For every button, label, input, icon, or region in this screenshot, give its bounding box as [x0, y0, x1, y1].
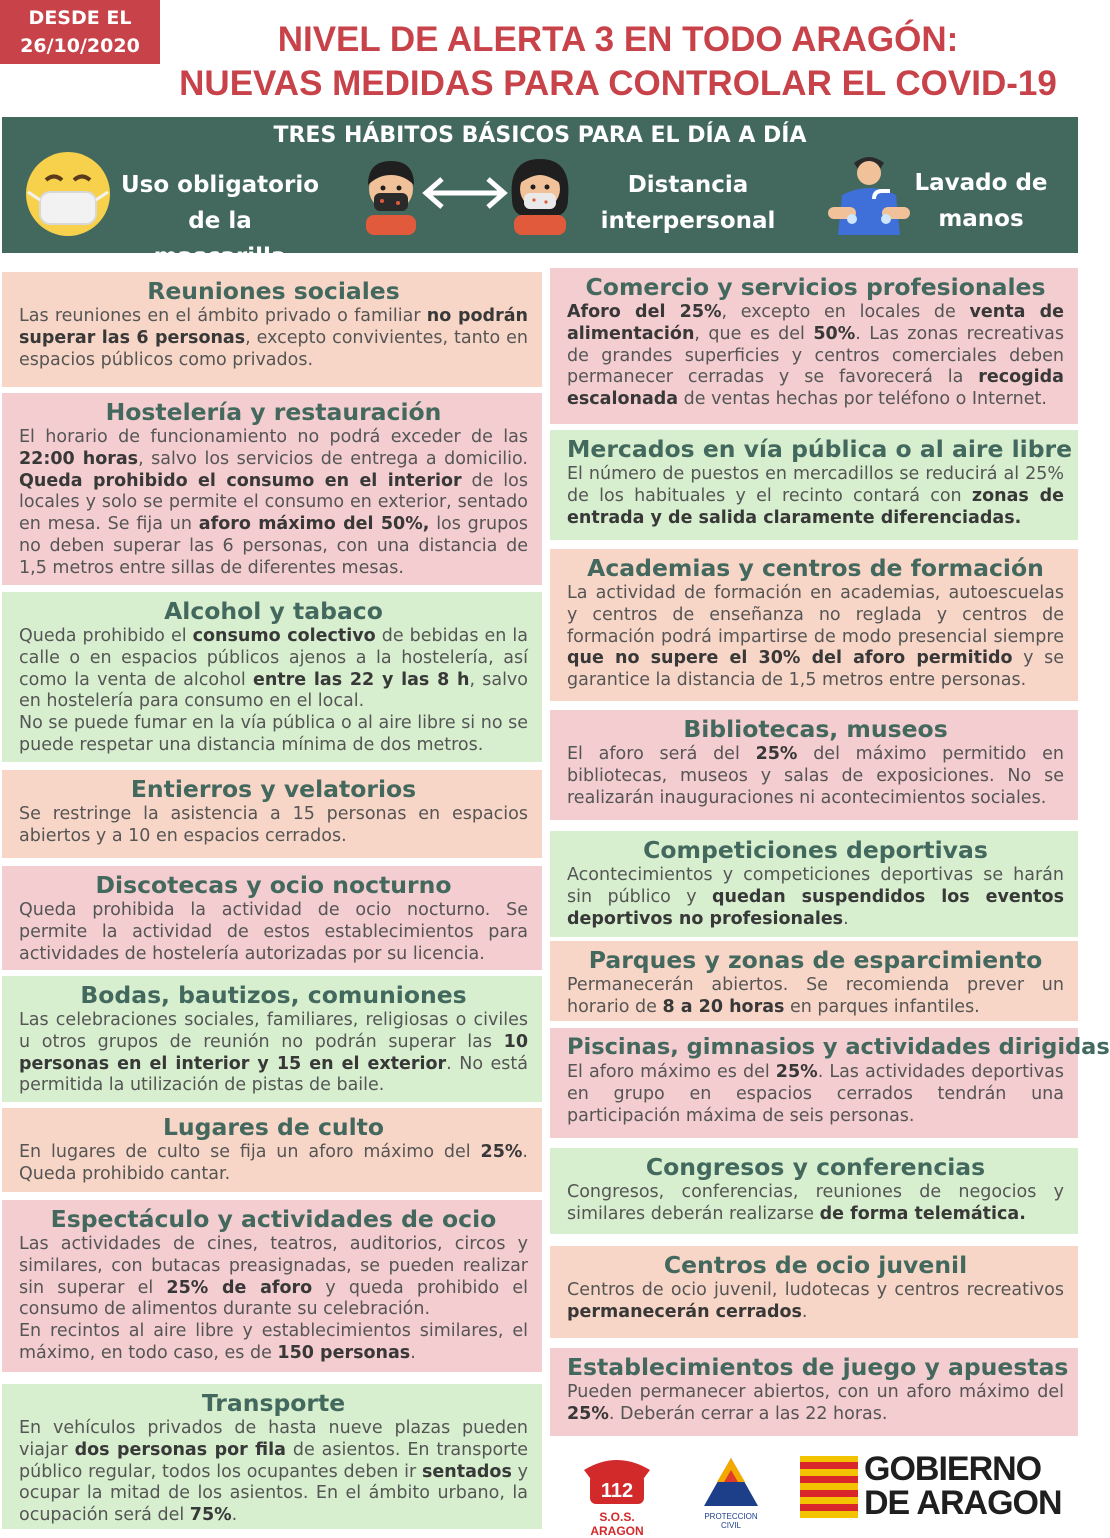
body-run: En recintos al aire libre y establecimientos similares, el máximo, en todo caso, es de [19, 1321, 528, 1363]
card-mercados [550, 430, 1078, 540]
sos-aragon-logo [572, 1452, 662, 1538]
phone-112-icon [572, 1452, 662, 1506]
body-bold-run: 25% [775, 1062, 818, 1082]
body-bold-run: no podrán superar las 6 personas [19, 306, 528, 348]
body-run: . No está permitida la utilización de pistas de baile. [19, 1053, 528, 1096]
body-run: El aforo será del [567, 744, 756, 764]
body-bold-run: recogida escalonada [567, 367, 1064, 410]
body-run: Congresos, conferencias, reuniones de negocios y similares deberán realizarse [567, 1182, 1064, 1224]
card-body [19, 626, 528, 757]
body-run: Queda prohibido el [19, 626, 193, 646]
habit-mask-line1: Uso obligatorio [120, 172, 319, 198]
card-body [567, 744, 1064, 809]
card-title: Establecimientos de juego y apuestas [567, 1353, 1069, 1381]
pc-label: PROTECCION CIVIL [704, 1512, 758, 1530]
body-bold-run: zonas de entrada y de salida claramente diferenciadas. [567, 485, 1064, 528]
gov-line2: DE ARAGON [864, 1484, 1062, 1522]
card-body [19, 804, 528, 848]
card-title: Competiciones deportivas [643, 836, 988, 864]
date-badge [0, 0, 160, 64]
page-title-line2: NUEVAS MEDIDAS PARA CONTROLAR EL COVID-19 [179, 64, 1057, 103]
body-run: , salvo los servicios de entrega a domicilio. [138, 448, 528, 469]
habits-banner [2, 117, 1078, 270]
body-run: , excepto convivientes, tanto en espacios públicos como privados. [19, 327, 529, 370]
body-run: Las celebraciones sociales, familiares, religiosas o civiles u otros grupos de reunión no podrán superar las [19, 1010, 528, 1052]
card-parques [550, 941, 1078, 1021]
double-arrow-icon [422, 175, 508, 211]
card-body [567, 1382, 1064, 1426]
card-title: Congresos y conferencias [645, 1153, 986, 1181]
card-body [19, 427, 528, 580]
card-body [19, 1010, 528, 1097]
card-title: Hostelería y restauración [105, 398, 442, 426]
body-bold-run: 10 personas en el interior y 15 en el exterior [19, 1031, 528, 1074]
card-title: Transporte [201, 1389, 346, 1417]
habit-mask-line2: de la mascarilla [153, 208, 287, 270]
body-run: . Las actividades deportivas en grupo en espacios cerrados tendrán una participación máxima de seis personas. [567, 1062, 1064, 1126]
aragon-flag-icon [800, 1456, 858, 1518]
card-body [567, 583, 1064, 692]
card-title: Bibliotecas, museos [683, 715, 948, 743]
card-title: Mercados en vía pública o al aire libre [567, 435, 1073, 463]
body-bold-run: permanecerán cerrados [567, 1301, 802, 1322]
body-run: los grupos no deben superar las 6 personas, con una distancia de 1,5 metros entre sillas de diferentes mesas. [19, 514, 529, 578]
card-title: Bodas, bautizos, comuniones [80, 981, 467, 1009]
woman-with-mask-icon [506, 155, 574, 235]
body-bold-run: 25% [755, 744, 798, 764]
body-bold-run: que no supere el 30% del aforo permitido [567, 648, 1013, 669]
card-body [19, 306, 528, 371]
body-run: de los locales y solo se permite el consumo en exterior, sentado en mesa. Se fija un [19, 470, 528, 535]
body-bold-run: 25% [567, 1403, 609, 1424]
body-run: de bebidas en la calle o en espacios públicos ajenos a la hostelería, así como la venta de alcohol [19, 626, 528, 690]
habit-distance-text [592, 167, 784, 239]
card-title: Discotecas y ocio nocturno [95, 871, 452, 899]
body-run: . [410, 1342, 416, 1363]
body-run: En vehículos privados de hasta nueve plazas pueden viajar [19, 1418, 528, 1460]
body-bold-run: Queda prohibido el consumo en el interior [19, 470, 462, 491]
page-title [168, 18, 1068, 106]
card-title: Piscinas, gimnasios y actividades dirigidas [567, 1034, 1110, 1060]
body-run: . [801, 1301, 808, 1322]
hand-washing-icon [824, 149, 914, 237]
habit-mask-text [120, 167, 320, 275]
sos-number: 112 [600, 1480, 634, 1502]
body-run: , excepto en locales de [721, 302, 970, 322]
card-discotecas [2, 866, 542, 970]
body-bold-run: quedan suspendidos los eventos deportivos no profesionales [567, 886, 1064, 929]
body-bold-run: sentados [421, 1461, 512, 1482]
body-run: . Queda prohibido cantar. [19, 1142, 528, 1184]
body-run: La actividad de formación en academias, autoescuelas y centros de enseñanza no reglada y centros de formación podrá impartirse de modo presencial siempre [567, 583, 1064, 647]
body-bold-run: 75% [189, 1505, 232, 1526]
card-ocio-juvenil [550, 1246, 1078, 1338]
habit-wash-line1: Lavado de [914, 170, 1048, 196]
habits-title: TRES HÁBITOS BÁSICOS PARA EL DÍA A DÍA [273, 123, 807, 148]
card-transporte [2, 1384, 542, 1529]
card-title: Academias y centros de formación [587, 554, 1044, 582]
body-bold-run: de forma telemática. [819, 1203, 1026, 1224]
body-run: Centros de ocio juvenil, ludotecas y centros recreativos [567, 1280, 1064, 1300]
card-body [567, 1062, 1064, 1127]
body-run: de asientos. En transporte público regular, todos los ocupantes deben ir [19, 1439, 528, 1482]
card-hosteleria [2, 393, 542, 585]
body-run: Acontecimientos y competiciones deportivas se harán sin público y [567, 865, 1064, 907]
body-bold-run: 25% de aforo [166, 1277, 313, 1298]
card-title: Alcohol y tabaco [164, 597, 383, 625]
card-body [19, 1418, 528, 1527]
body-run: Permanecerán abiertos. Se recomienda prever un horario de [567, 975, 1064, 1017]
card-espectaculo [2, 1200, 542, 1372]
card-body [567, 1280, 1064, 1324]
habit-wash-text [908, 165, 1054, 237]
body-run: . Deberán cerrar a las 22 horas. [608, 1403, 888, 1424]
body-run: . [843, 908, 849, 929]
mask-face-icon [22, 150, 114, 238]
card-comercio [550, 268, 1078, 424]
body-run: y se garantice la distancia de 1,5 metros entre personas. [567, 648, 1064, 691]
body-run: y ocupar la mitad de los asientos. En el ámbito urbano, la ocupación será del [19, 1461, 528, 1526]
body-run: . [231, 1505, 238, 1526]
body-bold-run: venta de alimentación [567, 302, 1064, 344]
body-run: en parques infantiles. [784, 996, 980, 1017]
body-bold-run: aforo máximo del 50%, [198, 514, 430, 535]
card-juego-apuestas [550, 1348, 1078, 1436]
body-bold-run: 8 a 20 horas [662, 996, 785, 1017]
card-competiciones [550, 831, 1078, 937]
page-title-line1: NIVEL DE ALERTA 3 EN TODO ARAGÓN: [277, 20, 959, 59]
body-run: Pueden permanecer abiertos, con un aforo máximo del [567, 1382, 1064, 1402]
body-run: El horario de funcionamiento no podrá exceder de las [19, 427, 528, 447]
card-congresos [550, 1148, 1078, 1234]
habit-distance-line2: interpersonal [600, 208, 776, 234]
body-run: de ventas hechas por teléfono o Internet. [678, 389, 1047, 410]
card-body [567, 464, 1064, 529]
gobierno-aragon-logo [800, 1452, 1072, 1522]
card-bodas [2, 976, 542, 1102]
body-run: En lugares de culto se fija un aforo máximo del [19, 1142, 481, 1162]
body-run: . Las zonas recreativas de grandes superficies y centros comerciales deben permanecer cerradas y se favorecerá la [567, 323, 1064, 388]
body-run: El número de puestos en mercadillos se reducirá al 25% de los habituales y el recinto contará con [567, 464, 1064, 506]
habit-distance-line1: Distancia [627, 172, 749, 198]
card-body [19, 900, 528, 965]
body-run: Las reuniones en el ámbito privado o familiar [19, 306, 427, 326]
body-run: Queda prohibida la actividad de ocio nocturno. Se permite la actividad de estos establecimientos para actividades de hostelería autorizadas por su licencia. [19, 900, 528, 964]
card-title: Reuniones sociales [147, 277, 400, 305]
body-run: y queda prohibido el consumo de alimentos durante su celebración. [19, 1277, 528, 1320]
card-academias [550, 549, 1078, 701]
body-run: Las actividades de cines, teatros, auditorios, circos y similares, con butacas preasignadas, se pueden realizar sin superar el [19, 1234, 528, 1298]
body-bold-run: consumo colectivo [192, 626, 376, 646]
card-title: Entierros y velatorios [130, 775, 417, 803]
card-body [567, 975, 1064, 1019]
card-title: Comercio y servicios profesionales [585, 273, 1046, 301]
card-reuniones-sociales [2, 272, 542, 387]
card-lugares-culto [2, 1108, 542, 1192]
card-alcohol-tabaco [2, 592, 542, 762]
card-entierros [2, 770, 542, 858]
date-badge-line2: 26/10/2020 [20, 35, 140, 57]
card-body [567, 865, 1064, 930]
card-bibliotecas [550, 710, 1078, 820]
card-body [19, 1234, 528, 1365]
body-run: El aforo máximo es del [567, 1062, 776, 1082]
body-bold-run: 25% [480, 1142, 523, 1162]
card-title: Centros de ocio juvenil [663, 1251, 968, 1279]
boy-with-mask-icon [358, 157, 424, 235]
card-title: Espectáculo y actividades de ocio [50, 1205, 497, 1233]
card-piscinas [550, 1028, 1110, 1138]
proteccion-civil-logo [700, 1456, 762, 1530]
body-bold-run: 50% [813, 323, 856, 344]
body-bold-run: Aforo del 25% [567, 302, 722, 322]
body-bold-run: 150 personas [277, 1342, 411, 1363]
date-badge-line1: DESDE EL [28, 7, 132, 29]
card-title: Parques y zonas de esparcimiento [588, 946, 1043, 974]
body-bold-run: entre las 22 y las 8 h [252, 669, 470, 690]
body-run: , salvo en hostelería para consumo en el local. [19, 669, 528, 712]
card-body [567, 302, 1064, 411]
habit-wash-line2: manos [938, 206, 1024, 232]
body-run: Se restringe la asistencia a 15 personas en espacios abiertos y a 10 en espacios cerrados. [19, 804, 528, 846]
body-bold-run: 22:00 horas [19, 448, 139, 469]
triangle-icon [700, 1456, 762, 1508]
body-bold-run: dos personas por fila [74, 1439, 286, 1460]
body-run: del máximo permitido en bibliotecas, museos y salas de exposiciones. No se realizarán inauguraciones ni acontecimientos sociales. [567, 744, 1064, 808]
sos-label: S.O.S. ARAGON [590, 1510, 644, 1538]
gov-line1: GOBIERNO [864, 1450, 1042, 1488]
card-body [567, 1182, 1064, 1226]
body-run: , que es del [694, 323, 814, 344]
card-title: Lugares de culto [162, 1113, 385, 1141]
body-run: No se puede fumar en la vía pública o al aire libre si no se puede respetar una distancia mínima de dos metros. [19, 713, 528, 755]
card-body [19, 1142, 528, 1186]
